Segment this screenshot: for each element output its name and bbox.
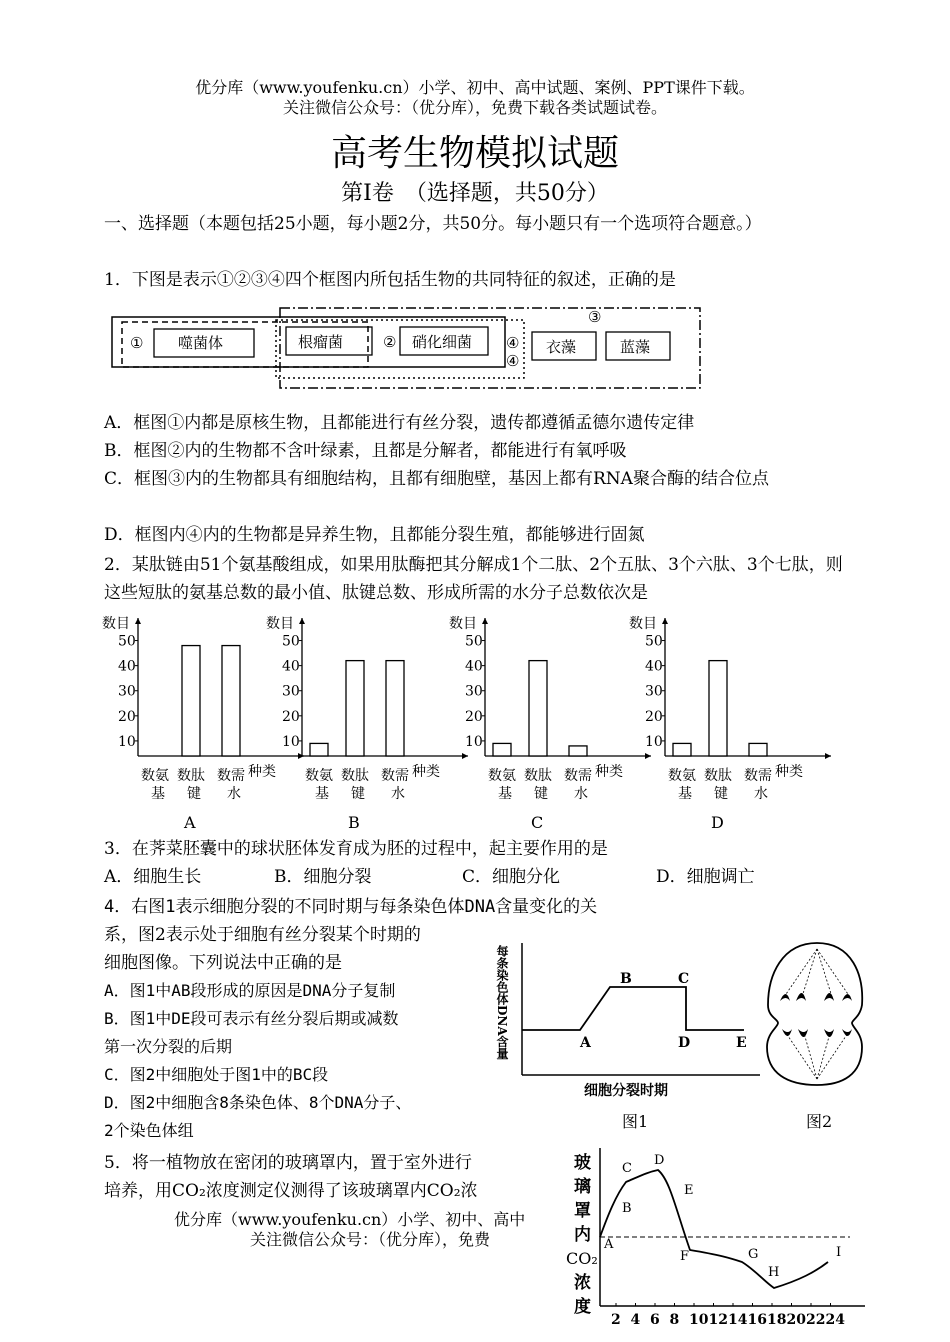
category-label: 数需 [217,768,245,784]
bar-1 [310,743,328,756]
fig1-point-e: E [736,1035,747,1051]
chart-title: D [711,813,724,832]
xlabel: 种类 [248,764,276,780]
q5-line-1: 5．将一植物放在密闭的玻璃罩内，置于室外进行 [104,1153,472,1173]
co2-point-c: C [622,1161,632,1176]
co2-xtick-label: 8 [669,1312,680,1328]
footer-line-1: 优分库（www.youfenku.cn）小学、初中、高中 [174,1210,526,1229]
fig1-curve [522,987,744,1030]
label-4b: ④ [506,352,520,370]
cell-outline [767,943,862,1085]
bar-2 [182,646,200,756]
y-tick-label: 30 [118,683,136,700]
section-intro: 一、选择题（本题包括25小题，每小题2分，共50分。每小题只有一个选项符合题意。） [104,214,762,234]
y-arrow [135,618,141,624]
y-tick-label: 40 [645,658,663,675]
category-label: 数肽 [341,768,369,784]
y-tick-label: 10 [282,733,300,750]
category-label-2: 基 [678,786,692,802]
page-subtitle: 第Ⅰ卷 （选择题，共50分） [341,181,609,206]
q4-option-c: C．图2中细胞处于图1中的BC段 [104,1065,329,1084]
q4-figure-2 [762,935,882,1135]
y-arrow [482,618,488,624]
chart-title: B [348,813,360,832]
co2-ylabel-1: 玻 [574,1153,591,1173]
y-tick-label: 30 [465,683,483,700]
chart-title: C [531,813,544,832]
co2-xtick-label: 18 [767,1312,787,1328]
category-label: 数需 [564,768,592,784]
bar-2 [346,661,364,756]
bar-2 [529,661,547,756]
y-tick-label: 20 [645,708,663,725]
q4-option-d-1: D．图2中细胞含8条染色体、8个DNA分子、 [104,1093,412,1112]
bar-chart-D [625,608,825,838]
y-arrow [662,618,668,624]
category-label-2: 基 [315,786,329,802]
q4-line-3: 细胞图像。下列说法中正确的是 [104,953,342,973]
co2-point-e: E [684,1183,694,1198]
category-label: 数肽 [524,768,552,784]
q4-option-b-2: 第一次分裂的后期 [104,1037,233,1056]
ylabel: 数目 [102,616,130,632]
y-tick-label: 10 [645,733,663,750]
y-tick-label: 40 [465,658,483,675]
co2-ylabel-co2: CO₂ [566,1249,598,1268]
co2-xtick-label: 14 [728,1312,748,1328]
q1-option-d: D．框图内④内的生物都是异养生物，且都能分裂生殖，都能够进行固氮 [104,525,645,545]
co2-point-f: F [680,1249,690,1264]
co2-ylabel-4: 内 [574,1225,591,1245]
bar-3 [222,646,240,756]
co2-ylabel-2: 璃 [574,1177,591,1197]
q1-option-b: B．框图②内的生物都不含叶绿素，且都是分解者，都能进行有氧呼吸 [104,441,627,461]
category-label: 数氨 [668,768,696,784]
x-arrow [825,753,831,759]
bar-chart-B [262,608,462,838]
co2-xtick-label: 4 [630,1312,641,1328]
y-tick-label: 30 [282,683,300,700]
fig1-caption: 图1 [622,1112,649,1131]
co2-ylabel-6: 度 [574,1297,591,1317]
q1-option-c: C．框图③内的生物都具有细胞结构，且都有细胞壁，基因上都有RNA聚合酶的结合位点 [104,469,769,489]
q4-option-b-1: B．图1中DE段可表示有丝分裂后期或减数 [104,1009,399,1028]
co2-curve [600,1170,828,1288]
y-tick-label: 10 [118,733,136,750]
q3-stem: 3．在荠菜胚囊中的球状胚体发育成为胚的过程中，起主要作用的是 [104,839,608,859]
q5-line-2: 培养，用CO₂浓度测定仪测得了该玻璃罩内CO₂浓 [104,1181,478,1201]
xlabel: 种类 [412,764,440,780]
y-tick-label: 50 [465,633,483,650]
co2-point-i: I [836,1245,842,1260]
co2-xtick-label: 10 [689,1312,709,1328]
spindle-fibers [784,949,850,1079]
org-phage: 噬菌体 [178,334,224,352]
bar-chart-C [445,608,645,838]
category-label: 数肽 [177,768,205,784]
q5-co2-chart [560,1140,870,1340]
q3-option-c: C．细胞分化 [462,867,561,887]
y-tick-label: 20 [282,708,300,725]
q4-line-2: 系，图2表示处于细胞有丝分裂某个时期的 [104,925,421,945]
co2-xtick-label: 16 [747,1312,767,1328]
y-tick-label: 40 [118,658,136,675]
q2-bar-charts [0,608,950,840]
ylabel: 数目 [266,616,294,632]
co2-point-h: H [768,1265,780,1280]
category-label: 数氨 [141,768,169,784]
category-label: 数需 [381,768,409,784]
bar-1 [673,743,691,756]
y-tick-label: 40 [282,658,300,675]
q1-option-a: A．框图①内都是原核生物，且都能进行有丝分裂，遗传都遵循孟德尔遗传定律 [104,413,695,433]
co2-xtick-label: 12 [708,1312,728,1328]
bar-3 [386,661,404,756]
co2-point-d: D [654,1153,665,1168]
category-label-2: 水 [754,786,768,802]
fig1-xlabel: 细胞分裂时期 [584,1083,668,1099]
bar-3 [569,746,587,756]
category-label-2: 键 [534,786,548,802]
co2-xtick-label: 22 [806,1312,826,1328]
bar-3 [749,743,767,756]
co2-ylabel-5: 浓 [574,1273,591,1293]
page-title: 高考生物模拟试题 [330,133,619,174]
category-label-2: 键 [351,786,365,802]
header-line-1: 优分库（www.youfenku.cn）小学、初中、高中试题、案例、PPT课件下载。 [195,78,755,97]
header-line-2: 关注微信公众号：（优分库），免费下载各类试题试卷。 [282,98,667,117]
chromosomes [780,993,852,1037]
y-tick-label: 50 [645,633,663,650]
y-tick-label: 10 [465,733,483,750]
category-label-2: 水 [574,786,588,802]
org-chlamydomonas: 衣藻 [546,338,577,356]
co2-xtick-label: 2 [611,1312,621,1328]
footer-line-2: 关注微信公众号：（优分库），免费 [250,1230,491,1249]
fig1-ylabel: 每条染色体DNA含量 [495,945,509,1060]
q4-figure-1 [495,935,768,1135]
co2-ylabel-3: 罩 [574,1201,591,1221]
bar-2 [709,661,727,756]
bar-1 [493,743,511,756]
q2-stem: 2．某肽链由51个氨基酸组成，如果用肽酶把其分解成1个二肽、2个五肽、3个六肽、3个七肽，则这些短肽的氨基总数的最小值、肽键总数、形成所需的水分子总数依次是 [104,555,843,603]
co2-point-g: G [748,1247,759,1262]
category-label-2: 水 [227,786,241,802]
co2-xtick-label: 24 [825,1312,845,1328]
category-label: 数需 [744,768,772,784]
ylabel: 数目 [629,616,657,632]
q3-option-b: B．细胞分裂 [274,867,372,887]
fig1-point-d: D [678,1035,691,1051]
q1-venn-diagram [100,300,720,395]
q4-option-d-2: 2个染色体组 [104,1121,194,1140]
chart-title: A [184,813,196,832]
q3-option-d: D．细胞调亡 [656,867,755,887]
label-4a: ④ [506,334,520,352]
fig1-point-a: A [580,1035,591,1051]
y-tick-label: 50 [282,633,300,650]
label-3: ③ [588,308,602,326]
co2-xtick-label: 6 [650,1312,660,1328]
q4-line-1: 4．右图1表示细胞分裂的不同时期与每条染色体DNA含量变化的关 [104,897,598,917]
xlabel: 种类 [775,764,803,780]
y-arrow [299,618,305,624]
co2-point-a: A [604,1237,614,1252]
label-1: ① [130,334,144,352]
category-label: 数氨 [305,768,333,784]
fig1-point-c: C [678,971,690,987]
category-label-2: 键 [714,786,728,802]
org-cyanobacteria: 蓝藻 [620,338,651,356]
q1-stem: 1．下图是表示①②③④四个框图内所包括生物的共同特征的叙述，正确的是 [104,270,676,290]
y-tick-label: 20 [118,708,136,725]
fig1-point-b: B [620,971,632,987]
category-label-2: 基 [151,786,165,802]
category-label: 数肽 [704,768,732,784]
category-label: 数氨 [488,768,516,784]
category-label-2: 键 [187,786,201,802]
co2-point-b: B [622,1201,632,1216]
xlabel: 种类 [595,764,623,780]
y-tick-label: 20 [465,708,483,725]
category-label-2: 基 [498,786,512,802]
org-nitrifying: 硝化细菌 [412,333,473,351]
label-2: ② [383,333,397,351]
q3-option-a: A．细胞生长 [104,867,202,887]
y-tick-label: 30 [645,683,663,700]
org-rhizobium: 根瘤菌 [298,333,344,351]
co2-xtick-label: 20 [786,1312,806,1328]
y-tick-label: 50 [118,633,136,650]
category-label-2: 水 [391,786,405,802]
fig2-caption: 图2 [806,1112,833,1131]
ylabel: 数目 [449,616,477,632]
q4-option-a: A．图1中AB段形成的原因是DNA分子复制 [104,981,396,1000]
